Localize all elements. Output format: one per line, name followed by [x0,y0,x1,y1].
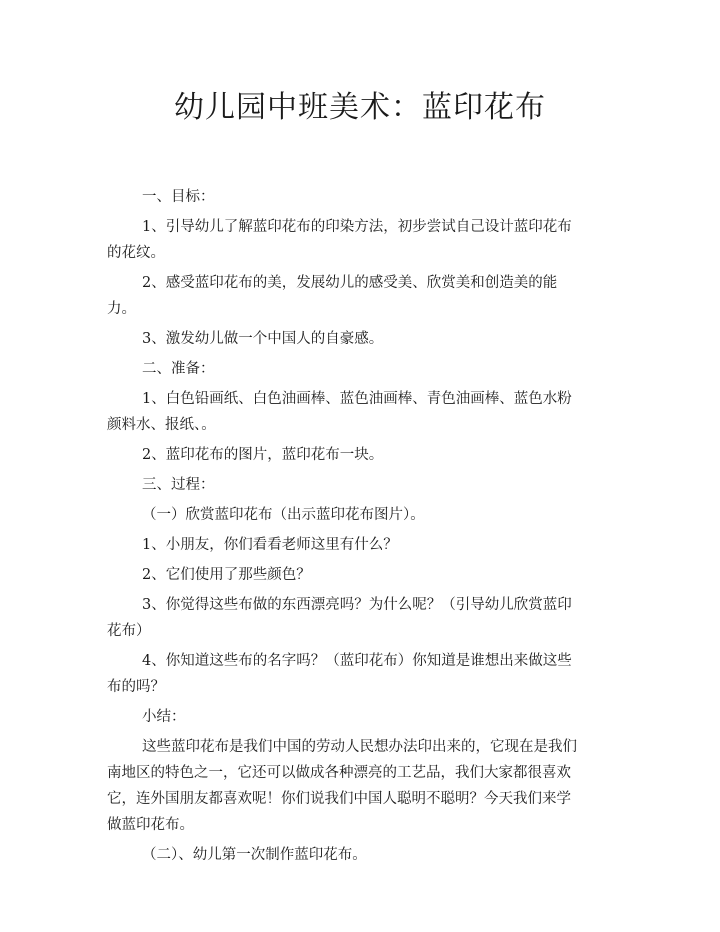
process-question-1: 1、小朋友，你们看看老师这里有什么？ [142,537,398,553]
goal-item-3: 3、激发幼儿做一个中国人的自豪感。 [142,331,384,347]
process-question-3: 3、你觉得这些布做的东西漂亮吗？为什么呢？（引导幼儿欣赏蓝印花布） [107,597,572,639]
section-heading-process: 三、过程： [142,477,215,493]
process-subheading-1: （一）欣赏蓝印花布（出示蓝印花布图片）。 [142,507,425,523]
goal-item-1: 1、引导幼儿了解蓝印花布的印染方法，初步尝试自己设计蓝印花布的花纹。 [107,219,572,261]
document-body [107,184,577,868]
process-question-4: 4、你知道这些布的名字吗？（蓝印花布）你知道是谁想出来做这些布的吗？ [107,653,572,695]
process-subheading-2: （二）、幼儿第一次制作蓝印花布。 [142,847,367,863]
process-question-2: 2、它们使用了那些颜色？ [142,567,311,583]
preparation-item-2: 2、蓝印花布的图片，蓝印花布一块。 [142,447,384,463]
summary-paragraph: 这些蓝印花布是我们中国的劳动人民想办法印出来的，它现在是我们南地区的特色之一，它还可以做成各种漂亮的工艺品，我们大家都很喜欢它，连外国朋友都喜欢呢！你们说我们中国人聪明不聪明？今天我们来学做蓝印花布。 [107,739,577,833]
document-title: 幼儿园中班美术：蓝印花布 [174,90,546,125]
preparation-item-1: 1、白色铅画纸、白色油画棒、蓝色油画棒、青色油画棒、蓝色水粉颜料水、报纸、。 [107,391,572,433]
summary-heading: 小结： [142,709,186,725]
section-heading-goals: 一、目标： [142,189,215,205]
goal-item-2: 2、感受蓝印花布的美，发展幼儿的感受美、欣赏美和创造美的能力。 [107,275,558,317]
section-heading-preparation: 二、准备： [142,361,215,377]
